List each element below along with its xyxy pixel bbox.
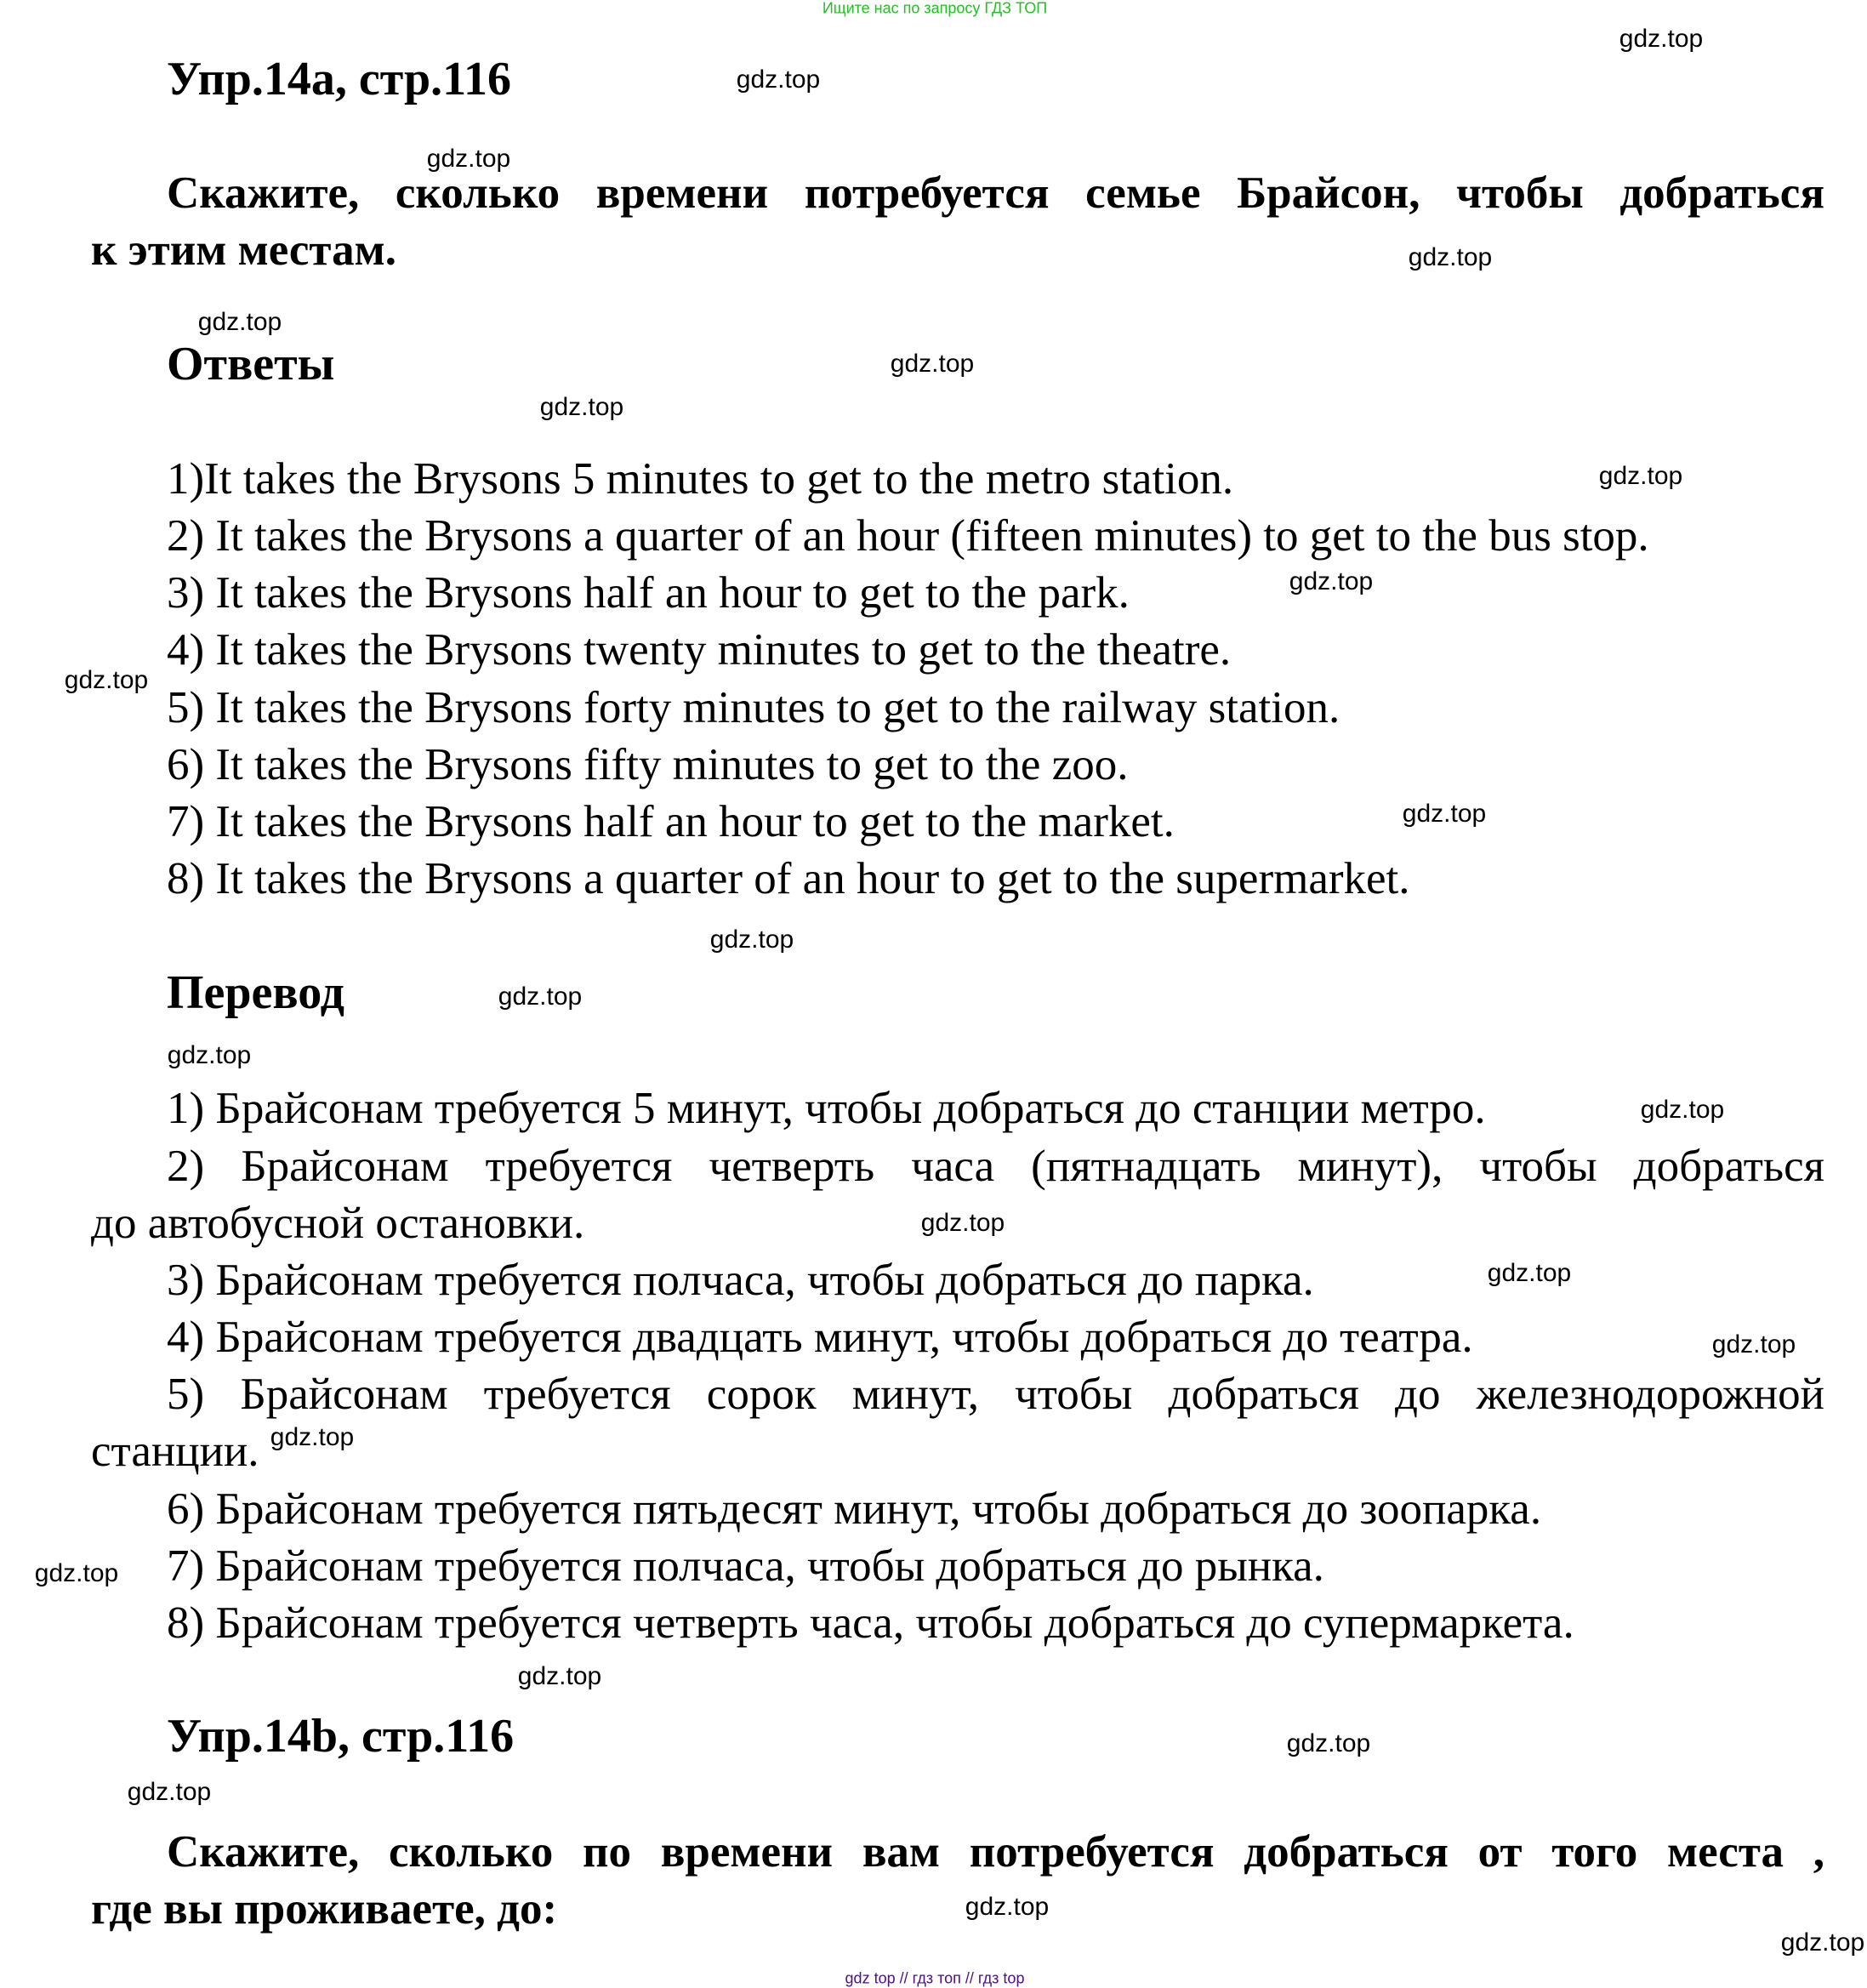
watermark: gdz.top [517,1662,602,1690]
watermark: gdz.top [539,393,624,421]
translation-line: 3) Брайсонам требуется полчаса, чтобы добраться до парка. [167,1256,1314,1305]
watermark: gdz.top [1408,243,1493,271]
watermark: gdz.top [1640,1096,1725,1124]
exercise-a-task-line2: к этим местам. [91,225,396,275]
watermark: gdz.top [64,666,149,694]
translation-line: 7) Брайсонам требуется полчаса, чтобы добраться до рынка. [167,1541,1324,1591]
watermark: gdz.top [1598,462,1683,490]
exercise-b-task-line2: где вы проживаете, до: [91,1884,558,1934]
watermark: gdz.top [127,1778,212,1806]
translation-line: 8) Брайсонам требуется четверть часа, чтобы добраться до супермаркета. [167,1598,1574,1648]
answer-line: 3) It takes the Brysons half an hour to get to the park. [167,568,1130,618]
watermark: gdz.top [1711,1330,1796,1359]
watermark: gdz.top [890,350,975,378]
watermark: gdz.top [197,308,282,336]
watermark: gdz.top [1289,567,1374,595]
watermark: gdz.top [1780,1928,1865,1957]
footer-watermark: gdz top // гдз топ // гдз top [845,1969,1025,1987]
translation-line: до автобусной остановки. [91,1199,585,1248]
answer-line: 4) It takes the Brysons twenty minutes to get to the theatre. [167,625,1232,675]
answer-line: 2) It takes the Brysons a quarter of an hour (fifteen minutes) to get to the bus stop. [167,511,1649,561]
answer-line: 5) It takes the Brysons forty minutes to get to the railway station. [167,683,1340,732]
exercise-b-task-line1: Скажите, сколько по времени вам потребуется добраться от того места , [167,1827,1824,1877]
answer-line: 1)It takes the Brysons 5 minutes to get to the metro station. [167,454,1234,504]
watermark: gdz.top [920,1209,1005,1237]
watermark: gdz.top [965,1893,1050,1921]
watermark: gdz.top [426,145,511,173]
answers-heading: Ответы [167,338,335,390]
answer-line: 7) It takes the Brysons half an hour to get to the market. [167,797,1175,846]
watermark: gdz.top [1286,1729,1371,1757]
exercise-a-task-line1: Скажите, сколько времени потребуется семье Брайсон, чтобы добраться [167,168,1824,218]
translation-line: 6) Брайсонам требуется пятьдесят минут, чтобы добраться до зоопарка. [167,1484,1542,1534]
translation-heading: Перевод [167,966,344,1019]
translation-line: 4) Брайсонам требуется двадцать минут, чтобы добраться до театра. [167,1313,1473,1362]
translation-line: станции. [91,1427,259,1476]
watermark: gdz.top [1619,25,1704,53]
answer-line: 6) It takes the Brysons fifty minutes to get to the zoo. [167,740,1129,789]
translation-line: 1) Брайсонам требуется 5 минут, чтобы добраться до станции метро. [167,1084,1486,1133]
exercise-a-title: Упр.14a, стр.116 [167,53,512,105]
translation-line: 2) Брайсонам требуется четверть часа (пятнадцать минут), чтобы добраться [167,1142,1824,1191]
watermark: gdz.top [270,1423,355,1451]
watermark: gdz.top [167,1041,252,1069]
watermark: gdz.top [498,983,583,1011]
watermark: gdz.top [736,66,821,94]
watermark: gdz.top [1402,800,1487,828]
watermark: gdz.top [34,1559,119,1587]
exercise-b-title: Упр.14b, стр.116 [167,1710,515,1763]
search-hint: Ищите нас по запросу ГДЗ ТОП [822,0,1048,17]
watermark: gdz.top [709,926,794,954]
translation-line: 5) Брайсонам требуется сорок минут, чтобы добраться до железнодорожной [167,1370,1824,1419]
watermark: gdz.top [1487,1259,1572,1287]
answer-line: 8) It takes the Brysons a quarter of an hour to get to the supermarket. [167,854,1410,903]
